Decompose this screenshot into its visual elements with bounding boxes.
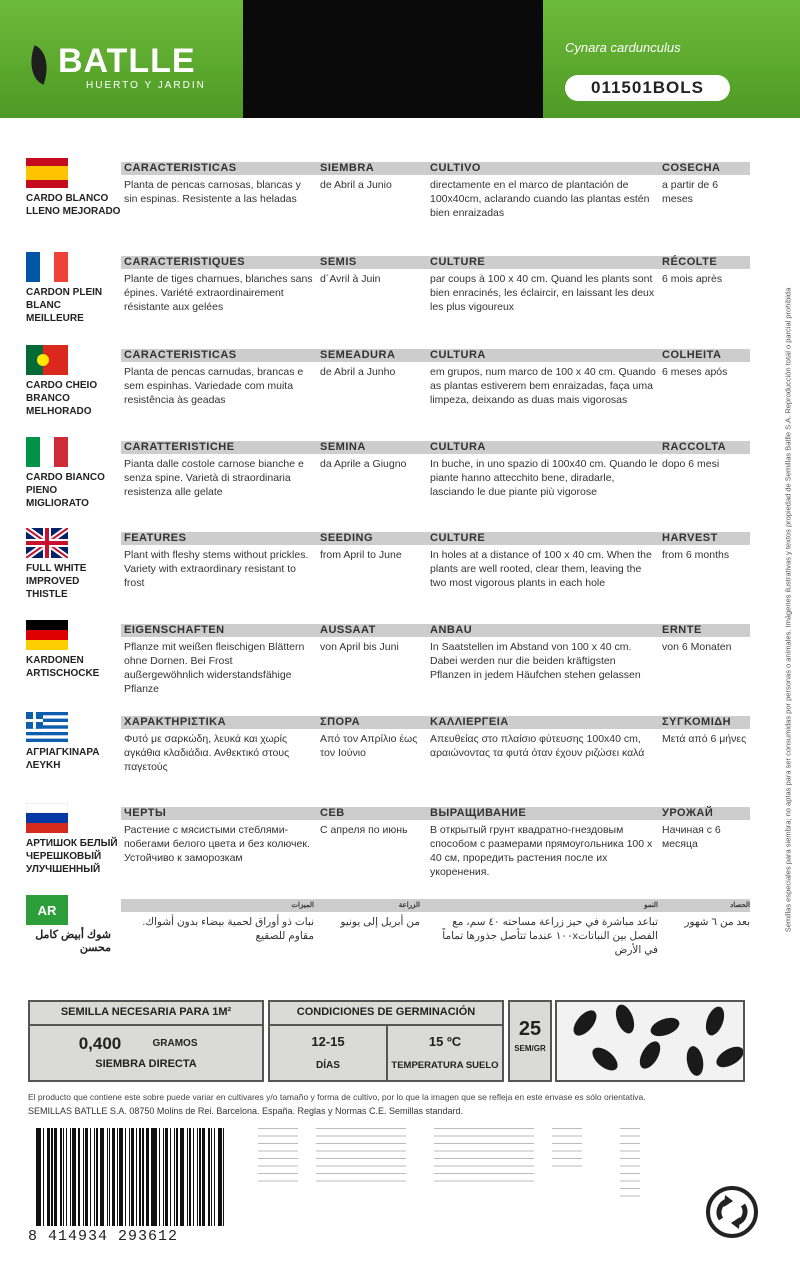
text-3: Απευθείας στο πλαίσιο φύτευσης 100x40 cm, αραιώνοντας τα φυτά όταν έχουν ριζώσει καλά bbox=[430, 733, 645, 759]
brand-subtitle: HUERTO Y JARDIN bbox=[86, 80, 206, 91]
language-block-france bbox=[24, 252, 754, 340]
text-2: d´Avril à Juin bbox=[320, 273, 381, 285]
text-3: In buche, in uno spazio di 100x40 cm. Quando le piante hanno attecchito bene, diradarle, lasciando le due piante più vigorose bbox=[430, 458, 658, 498]
heading-3: CULTURE bbox=[430, 532, 486, 544]
germination-temp: 15 ºC bbox=[428, 1034, 462, 1049]
flag-portugal-icon bbox=[26, 345, 68, 375]
variety-name: CARDO BIANCO PIENO MIGLIORATO bbox=[26, 472, 105, 509]
seeds-per-gram-label: SEM/GR bbox=[514, 1044, 546, 1053]
seed-needed-title: SEMILLA NECESARIA PARA 1M² bbox=[60, 1006, 232, 1018]
heading-1: ΧΑΡΑΚΤΗΡΙΣΤΙΚΑ bbox=[124, 716, 227, 728]
text-4: von 6 Monaten bbox=[662, 641, 732, 653]
text-1: Plant with fleshy stems without prickles. Variety with extraordinary resistant to frost bbox=[124, 549, 309, 589]
germination-days: 12-15 bbox=[311, 1034, 345, 1049]
seed-unit: GRAMOS bbox=[152, 1038, 198, 1049]
text-1: Planta de pencas carnosas, blancas y sin espinas. Resistente a las heladas bbox=[124, 179, 301, 205]
barcode bbox=[28, 1128, 233, 1243]
text-4: dopo 6 mesi bbox=[662, 458, 720, 470]
text-4: from 6 months bbox=[662, 549, 730, 561]
heading-4: УРОЖАЙ bbox=[662, 807, 714, 819]
lot-column-4 bbox=[552, 1128, 602, 1173]
recycle-icon bbox=[705, 1185, 759, 1239]
flag-germany-icon bbox=[26, 620, 68, 650]
text-3: par coups à 100 x 40 cm. Quand les plants sont bien enracinés, les éclaircir, en laissant les deux les plus vigoureux bbox=[430, 273, 655, 313]
leaf-icon bbox=[23, 45, 55, 84]
text-1: نبات ذو أوراق لحمية بيضاء بدون أشواك. مقاوم للصقيع bbox=[142, 916, 314, 942]
brand-panel bbox=[0, 0, 243, 118]
text-3: تباعد مباشرة في حيز زراعة مساحته ٤٠ سم، مع الفصل بين النباتات١٠٠x عندما تتأصل جذورها تماماً في الأرض bbox=[442, 916, 658, 956]
variety-name: CARDO BLANCO LLENO MEJORADO bbox=[26, 193, 121, 217]
seed-needed-box bbox=[28, 1000, 264, 1082]
heading-4: COLHEITA bbox=[662, 349, 722, 361]
text-2: from April to June bbox=[320, 549, 402, 561]
text-4: Начиная с 6 месяца bbox=[662, 824, 721, 850]
heading-1: CARACTERISTICAS bbox=[124, 162, 237, 174]
text-2: С апреля по июнь bbox=[320, 824, 408, 836]
heading-4: HARVEST bbox=[662, 532, 718, 544]
variety-name: KARDONEN ARTISCHOCKE bbox=[26, 655, 100, 679]
text-1: Pianta dalle costole carnose bianche e senza spine. Varietà di straordinaria resistenza alle gelate bbox=[124, 458, 304, 498]
heading-4: ERNTE bbox=[662, 624, 702, 636]
flag-greece-icon bbox=[26, 712, 68, 742]
text-1: Растение с мясистыми стеблями-побегами белого цвета и без колючек. Устойчиво к заморозкам bbox=[124, 824, 310, 864]
heading-4: ΣΥΓΚΟΜΙΔΗ bbox=[662, 716, 732, 728]
seeds-per-gram: 25 bbox=[518, 1018, 542, 1040]
language-block-arabic bbox=[24, 895, 754, 983]
flag-uk-icon bbox=[26, 528, 68, 558]
heading-1: الميزات bbox=[291, 902, 314, 909]
text-3: em grupos, num marco de 100 x 40 cm. Quando as plantas estiverem bem enraizadas, faça uma limpeza, deixando as duas mais vigorosas bbox=[430, 366, 656, 406]
heading-2: AUSSAAT bbox=[320, 624, 376, 636]
text-4: 6 meses após bbox=[662, 366, 728, 378]
seed-amount: 0,400 bbox=[78, 1034, 122, 1053]
language-block-greece bbox=[24, 712, 754, 800]
variety-name: АРТИШОК БЕЛЫЙ ЧЕРЕШКОВЫЙ УЛУЧШЕННЫЙ bbox=[26, 838, 118, 875]
variety-name: CARDON PLEIN BLANC MEILLEURE bbox=[26, 287, 103, 324]
text-4: a partir de 6 meses bbox=[662, 179, 719, 205]
product-code: 011501BOLS bbox=[565, 75, 730, 101]
heading-2: SIEMBRA bbox=[320, 162, 375, 174]
seed-method: SIEMBRA DIRECTA bbox=[95, 1058, 197, 1070]
lot-column-2 bbox=[316, 1128, 426, 1188]
text-1: Planta de pencas carnudas, brancas e sem espinhas. Variedade com muita resistência às geadas bbox=[124, 366, 304, 406]
variety-name: CARDO CHEIO BRANCO MELHORADO bbox=[26, 380, 98, 417]
barcode-number: 8 414934 293612 bbox=[28, 1228, 179, 1245]
text-3: In Saatstellen im Abstand von 100 x 40 cm. Dabei werden nur die beiden kräftigsten Pflanzen in jedem Häufchen stehen gelassen bbox=[430, 641, 641, 681]
heading-1: CARATTERISTICHE bbox=[124, 441, 235, 453]
heading-2: الزراعة bbox=[398, 902, 420, 909]
header-black-panel bbox=[243, 0, 543, 118]
language-block-portugal bbox=[24, 345, 754, 433]
heading-1: EIGENSCHAFTEN bbox=[124, 624, 225, 636]
text-2: de Abril a Junho bbox=[320, 366, 396, 378]
heading-2: ΣΠΟΡΑ bbox=[320, 716, 361, 728]
flag-spain-icon bbox=[26, 158, 68, 188]
text-4: بعد من ٦ شهور bbox=[684, 916, 750, 928]
heading-2: SEMIS bbox=[320, 256, 357, 268]
heading-2: SEMEADURA bbox=[320, 349, 396, 361]
seeds-per-gram-box bbox=[508, 1000, 552, 1082]
package-header bbox=[0, 0, 800, 118]
text-1: Plante de tiges charnues, blanches sans épines. Variété extraordinairement résistante aux gelées bbox=[124, 273, 313, 313]
species-name: Cynara cardunculus bbox=[565, 40, 681, 55]
text-3: In holes at a distance of 100 x 40 cm. When the plants are well rooted, clear them, leaving the two most vigorous plants in each hole bbox=[430, 549, 652, 589]
text-4: 6 mois après bbox=[662, 273, 723, 285]
language-block-spain bbox=[24, 158, 754, 246]
flag-italy-icon bbox=[26, 437, 68, 467]
legal-side-text: Semillas especiales para siembra; no aptas para ser consumidas por personas o animales. Imágenes ilustrativas y textos propiedad de Semillas Batlle S.A. Reproducción total o parcial prohibida bbox=[783, 287, 793, 933]
text-2: de Abril a Junio bbox=[320, 179, 392, 191]
heading-3: CULTURA bbox=[430, 349, 486, 361]
heading-3: CULTIVO bbox=[430, 162, 481, 174]
lot-column-3 bbox=[434, 1128, 544, 1188]
germination-box bbox=[268, 1000, 504, 1082]
text-3: В открытый грунт квадратно-гнездовым способом с размерами прямоугольника 100 x 40 см, проредить растения после их укоренения. bbox=[430, 824, 653, 878]
lot-column-1 bbox=[258, 1128, 308, 1188]
language-block-italy bbox=[24, 437, 754, 525]
svg-text:AR: AR bbox=[37, 903, 57, 918]
text-3: directamente en el marco de plantación de 100x40cm, aclarando cuando las plantas estén bien enraizadas bbox=[430, 179, 650, 219]
heading-3: ANBAU bbox=[430, 624, 473, 636]
germination-days-label: DÍAS bbox=[316, 1060, 340, 1071]
text-2: من أبريل إلى يونيو bbox=[340, 916, 420, 928]
barcode-bars bbox=[36, 1128, 226, 1226]
brand-name: BATLLE bbox=[58, 42, 196, 80]
language-block-germany bbox=[24, 620, 754, 708]
heading-3: CULTURE bbox=[430, 256, 486, 268]
text-2: da Aprile a Giugno bbox=[320, 458, 407, 470]
variety-name: شوك أبيض كامل محسن bbox=[35, 929, 111, 954]
heading-3: ВЫРАЩИВАНИЕ bbox=[430, 807, 527, 819]
heading-2: СЕВ bbox=[320, 807, 345, 819]
language-block-uk bbox=[24, 528, 754, 616]
text-2: von April bis Juni bbox=[320, 641, 399, 653]
germination-temp-label: TEMPERATURA SUELO bbox=[391, 1060, 499, 1071]
germination-title: CONDICIONES DE GERMINACIÓN bbox=[296, 1006, 476, 1018]
heading-4: COSECHA bbox=[662, 162, 721, 174]
flag-russia-icon bbox=[26, 803, 68, 833]
heading-3: ΚΑΛΛΙΕΡΓΕΙΑ bbox=[430, 716, 509, 728]
heading-1: CARACTERISTICAS bbox=[124, 349, 237, 361]
language-block-russia bbox=[24, 803, 754, 891]
disclaimer-note: El producto que contiene este sobre puede variar en cultivares y/o tamaño y forma de cultivo, por lo que la imagen que se refleja en este envase es sólo orientativa. bbox=[28, 1092, 646, 1102]
heading-3: النمو bbox=[644, 902, 658, 909]
flag-arabic-icon bbox=[26, 895, 68, 925]
text-4: Μετά από 6 μήνες bbox=[662, 733, 747, 745]
text-1: Pflanze mit weißen fleischigen Blättern ohne Dornen. Bei Frost außergewöhnlich widerstandsfähige Pflanze bbox=[124, 641, 305, 695]
variety-name: FULL WHITE IMPROVED THISTLE bbox=[26, 563, 87, 600]
text-2: Από τον Απρίλιο έως τον Ιούνιο bbox=[320, 733, 418, 759]
company-address: SEMILLAS BATLLE S.A. 08750 Molins de Rei. Barcelona. España. Reglas y Normas C.E. Semillas standard. bbox=[28, 1106, 464, 1116]
seed-photo bbox=[555, 1000, 745, 1082]
heading-3: CULTURA bbox=[430, 441, 486, 453]
heading-4: الحصاد bbox=[730, 902, 750, 909]
text-1: Φυτό με σαρκώδη, λευκά και χωρίς αγκάθια κλαδιάδια. Ανθεκτικό στους παγετούς bbox=[124, 733, 290, 773]
lot-column-5 bbox=[620, 1128, 650, 1198]
heading-2: SEEDING bbox=[320, 532, 374, 544]
heading-4: RÉCOLTE bbox=[662, 256, 718, 268]
heading-1: CARACTERISTIQUES bbox=[124, 256, 246, 268]
flag-france-icon bbox=[26, 252, 68, 282]
heading-1: ЧЕРТЫ bbox=[124, 807, 167, 819]
variety-name: ΑΓΡΙΑΓΚΙΝΑΡΑ ΛΕΥΚΗ bbox=[26, 747, 100, 771]
heading-4: RACCOLTA bbox=[662, 441, 727, 453]
heading-2: SEMINA bbox=[320, 441, 366, 453]
heading-1: FEATURES bbox=[124, 532, 187, 544]
